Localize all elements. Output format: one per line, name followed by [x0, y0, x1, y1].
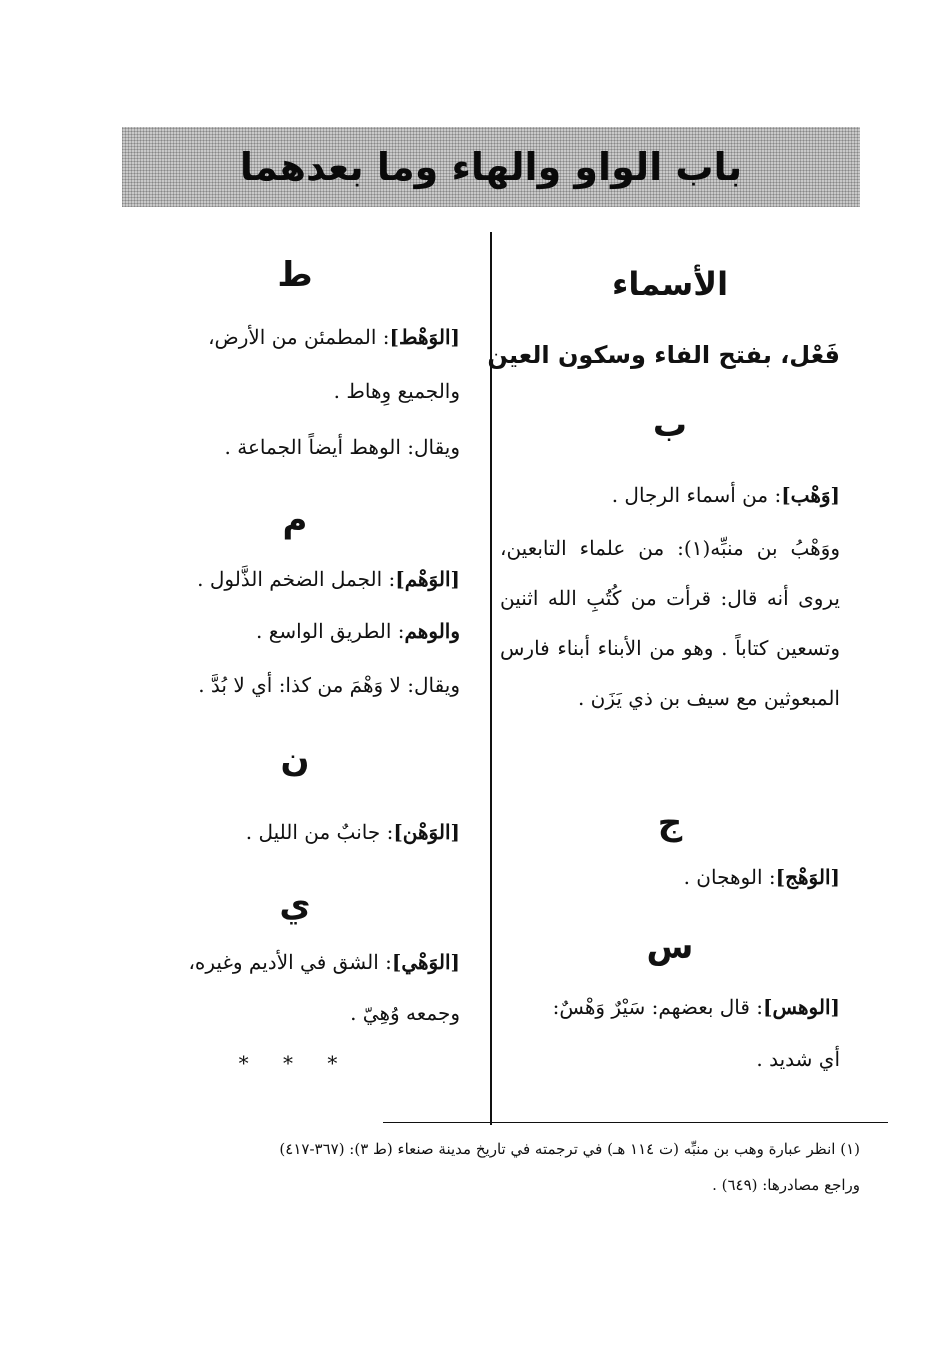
entry-term: [الوَهْج] [775, 865, 840, 889]
entry-term: [الوَهْن] [393, 820, 460, 844]
letter-heading-sin: س [646, 927, 694, 967]
entry-wahm [130, 567, 460, 591]
entry-definition: : الجمل الضخم الذَّلول . [197, 567, 396, 591]
entry-term: [الوَهْم] [395, 567, 460, 591]
section-subheading: فَعْل، بفتح الفاء وسكون العين [487, 341, 840, 369]
entry-term: [وَهْب] [781, 483, 840, 507]
letter-heading-ba: ب [652, 405, 688, 445]
entry-definition: : قال بعضهم: سَيْرٌ وَهْسٌ: [552, 995, 764, 1019]
chapter-banner [122, 127, 860, 207]
entry-wahy [130, 950, 460, 974]
letter-heading-mim: م [282, 500, 308, 540]
footnote-line-2: وراجع مصادرها: (٦٤٩) . [712, 1176, 860, 1194]
section-end-mark: * * * [238, 1051, 352, 1075]
entry-definition: : المطمئن من الأرض، [208, 325, 390, 349]
entry-definition: : من أسماء الرجال . [611, 483, 782, 507]
entry-definition: : الطريق الواسع . [256, 619, 405, 643]
letter-heading-jim: ج [657, 803, 683, 843]
entry-term: [الوَهْط] [389, 325, 460, 349]
entry-wahs [500, 995, 840, 1019]
entry-wahy-cont: وجمعه وُهِيّ . [350, 1001, 460, 1025]
entry-term: [الوهس] [763, 995, 840, 1019]
letter-heading-ya: ي [279, 885, 311, 925]
entry-definition: : جانبٌ من الليل . [245, 820, 394, 844]
entry-waht [130, 325, 460, 349]
letter-heading-ta: ط [277, 255, 313, 295]
entry-wahm-3: ويقال: لا وَهْمَ من كذا: أي لا بُدَّ . [198, 673, 460, 697]
entry-wahb-munabbih: ووَهْبُ بن منبِّه(١): من علماء التابعين، يروى أنه قال: قرأت من كُتُبِ الله اثنين وتسعين كتاباً . وهو من الأبناء أبناء فارس المبعوثين مع سيف بن ذي يَزَن . [500, 536, 840, 710]
entry-term: [الوَهْي] [391, 950, 460, 974]
entry-wahj [500, 865, 840, 889]
entry-wahm-2 [130, 619, 460, 643]
entry-definition: : الوهجان . [683, 865, 776, 889]
section-heading: الأسماء [611, 265, 729, 303]
entry-waht-cont: والجميع وِهاط . [333, 379, 460, 403]
footnote-rule [383, 1122, 888, 1123]
entry-term: والوهم [404, 619, 460, 643]
entry-wahs-cont: أي شديد . [756, 1047, 840, 1071]
footnote-line-1: (١) انظر عبارة وهب بن منبِّه (ت ١١٤ هـ) في ترجمته في تاريخ مدينة صنعاء (ط ٣): (٣٦٧-٤١٧) [279, 1140, 860, 1158]
entry-wahn [130, 820, 460, 844]
chapter-title: باب الواو والهاء وما بعدهما [239, 145, 743, 189]
entry-waht-extra: ويقال: الوهط أيضاً الجماعة . [224, 435, 460, 459]
letter-heading-nun: ن [280, 740, 310, 780]
entry-definition: : الشق في الأديم وغيره، [188, 950, 392, 974]
entry-wahb [500, 483, 840, 507]
